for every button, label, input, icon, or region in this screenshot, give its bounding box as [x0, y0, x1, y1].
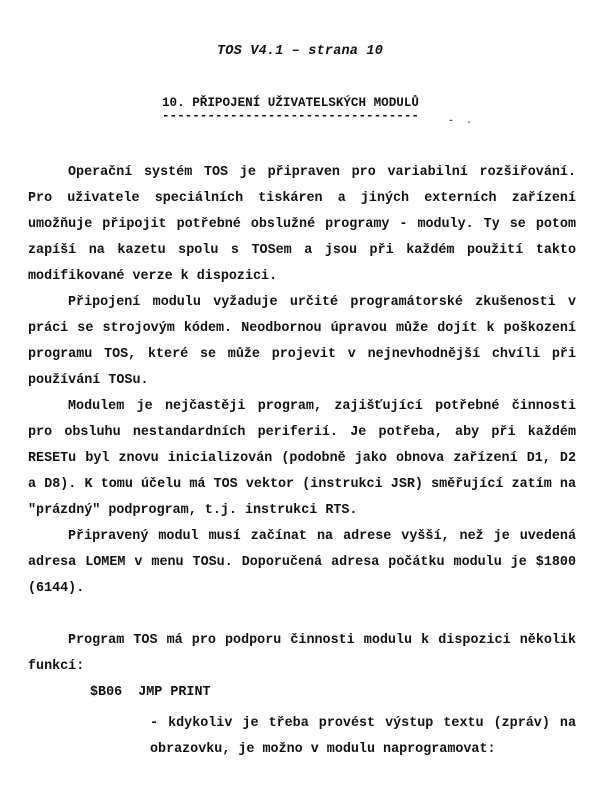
paragraph-1-text: Operační systém TOS je připraven pro variabilní rozšiřování. Pro uživatele speciálních tiskáren a jiných externích zařízení umožňuje připojit potřebné obslužné programy - moduly. Ty se potom zapíší na kazetu spolu s TOSem a jsou při každém použití takto modifikované verze k dispozici.: [28, 165, 576, 284]
code-description: - kdykoliv je třeba provést výstup textu (zpráv) na obrazovku, je možno v modulu naprogramovat:: [150, 716, 576, 757]
paragraph-3: [28, 394, 576, 524]
code-line: $B06 JMP PRINT: [90, 685, 211, 700]
paragraph-5-text: Program TOS má pro podporu činnosti modulu k dispozici několik funkcí:: [28, 633, 576, 674]
paragraph-3-text: Modulem je nejčastěji program, zajišťující potřebné činnosti pro obsluhu nestandardních periferií. Je potřeba, aby při každém RESETu byl znovu inicializován (podobně jako obnova zařízení D1, D2 a D8). K tomu účelu má TOS vektor (instrukci JSR) směřující zatím na "prázdný" podprogram, t.j. instrukci RTS.: [28, 399, 576, 518]
page-header: TOS V4.1 – strana 10: [216, 44, 384, 59]
paragraph-2: [28, 290, 576, 394]
section-underline: ----------------------------------: [162, 109, 419, 123]
paragraph-1: [28, 160, 576, 290]
paragraph-5: [28, 628, 576, 680]
paragraph-2-text: Připojení modulu vyžaduje určité programátorské zkušenosti v práci se strojovým kódem. Neodbornou úpravou může dojít k poškození programu TOS, které se může projevit v nejnevhodnější chvíli při používání TOSu.: [28, 295, 576, 388]
paragraph-4: [28, 524, 576, 602]
paragraph-4-text: Připravený modul musí začínat na adrese vyšší, než je uvedená adresa LOMEM v menu TOSu. Doporučená adresa počátku modulu je $1800 (6144).: [28, 529, 576, 596]
scan-specks: - .: [448, 116, 473, 127]
section-title: 10. PŘIPOJENÍ UŽIVATELSKÝCH MODULŮ: [162, 96, 419, 110]
